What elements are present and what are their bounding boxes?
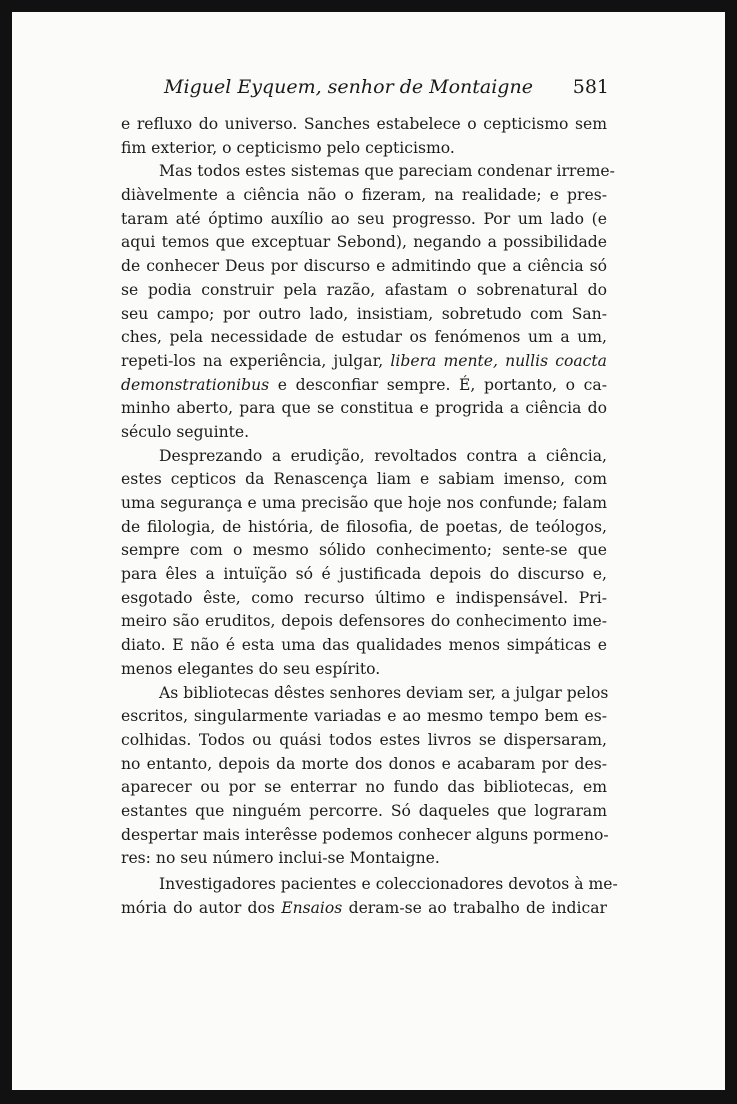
text-line: estes cepticos da Renascença liam e sabiam imenso, com	[121, 470, 607, 489]
text-line: escritos, singularmente variadas e ao mesmo tempo bem es-	[121, 707, 607, 726]
text-line: uma segurança e uma precisão que hoje nos confunde; falam	[121, 494, 607, 512]
text-line: ches, pela necessidade de estudar os fenómenos um a um,	[121, 328, 607, 347]
text-line: e refluxo do universo. Sanches estabelece o cepticismo sem	[121, 115, 607, 133]
text-line: de filologia, de história, de filosofia, de poetas, de teólogos,	[121, 517, 607, 536]
latin-phrase: demonstrationibus	[121, 375, 270, 394]
text-line: colhidas. Todos ou quási todos estes livros se dispersaram,	[121, 730, 607, 749]
text-segment: deram-se ao trabalho de indicar	[348, 898, 608, 917]
text-segment: mória do autor dos	[121, 898, 275, 917]
text-line: meiro são eruditos, depois defensores do conhecimento ime-	[121, 612, 607, 631]
text-line: Investigadores pacientes e coleccionadores devotos à me-	[159, 875, 618, 893]
text-line: seu campo; por outro lado, insistiam, sobretudo com San-	[121, 304, 607, 323]
text-line: aparecer ou por se enterrar no fundo das bibliotecas, em	[121, 778, 607, 797]
text-line: no entanto, depois da morte dos donos e acabaram por des-	[121, 754, 607, 773]
book-title: Ensaios	[281, 898, 343, 917]
text-line: se podia construir pela razão, afastam o sobrenatural do	[121, 280, 607, 299]
text-line: menos elegantes do seu espírito.	[121, 659, 381, 678]
text-line: As bibliotecas dêstes senhores deviam ser, a julgar pelos	[159, 683, 609, 702]
text-line: esgotado êste, como recurso último e indispensável. Pri-	[121, 588, 607, 607]
text-line	[121, 374, 607, 398]
text-line: estantes que ninguém percorre. Só daqueles que lograram	[121, 801, 607, 820]
page-number: 581	[572, 76, 609, 98]
text-line: taram até óptimo auxílio ao seu progresso. Por um lado (e	[121, 209, 607, 228]
text-line: Mas todos estes sistemas que pareciam condenar irreme-	[159, 162, 615, 181]
text-line: minho aberto, para que se constitua e progrida a ciência do	[121, 399, 607, 418]
text-line: res: no seu número inclui-se Montaigne.	[121, 849, 440, 868]
text-line: para êles a intuïção só é justificada depois do discurso e,	[121, 565, 607, 584]
text-segment: repeti-los na experiência, julgar,	[121, 351, 384, 370]
latin-phrase: libera mente, nullis coacta	[390, 351, 607, 370]
text-line: fim exterior, o cepticismo pelo cepticismo.	[121, 138, 455, 157]
text-line: aqui temos que exceptuar Sebond), negando a possibilidade	[121, 233, 607, 252]
text-line: de conhecer Deus por discurso e admitindo que a ciência só	[121, 257, 607, 276]
text-line: século seguinte.	[121, 422, 250, 441]
body-text	[121, 113, 618, 920]
text-line	[121, 897, 607, 921]
text-line: sempre com o mesmo sólido conhecimento; sente-se que	[121, 541, 607, 560]
text-line	[121, 350, 607, 374]
text-line: Desprezando a erudição, revoltados contra a ciência,	[159, 446, 607, 465]
text-line: diato. E não é esta uma das qualidades menos simpáticas e	[121, 636, 607, 655]
running-header	[12, 76, 725, 104]
text-line: despertar mais interêsse podemos conhecer alguns pormeno-	[121, 825, 609, 844]
text-segment: e desconfiar sempre. É, portanto, o ca-	[277, 375, 607, 394]
running-title: Miguel Eyquem, senhor de Montaigne	[164, 76, 533, 98]
book-page	[12, 12, 725, 1090]
text-line: diàvelmente a ciência não o fizeram, na realidade; e pres-	[121, 186, 607, 205]
